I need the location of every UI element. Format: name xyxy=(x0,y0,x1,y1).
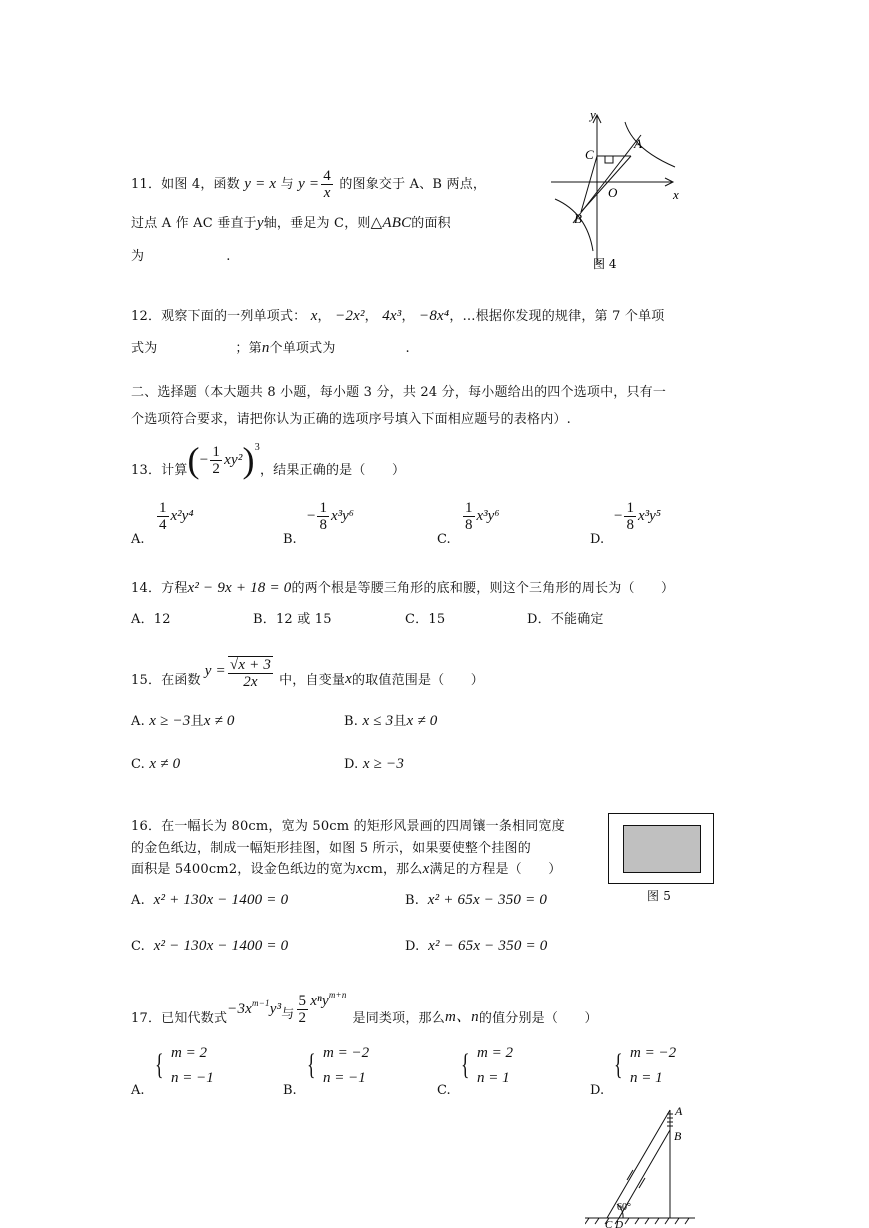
q12-term-1: x xyxy=(310,308,318,324)
q16-d-eq: x² − 65x − 350 = 0 xyxy=(428,938,548,954)
q11-frac-den: x xyxy=(323,185,331,201)
q11-y-axis: y xyxy=(256,215,264,231)
q17-with: 与 xyxy=(281,1007,295,1022)
q15-option-a[interactable] xyxy=(131,710,235,730)
q17-expr1-y: y³ xyxy=(269,1001,282,1017)
q13-d-tail: x³y⁵ xyxy=(637,508,661,524)
fig4-label-y: y xyxy=(590,107,596,122)
q15-fraction xyxy=(228,656,273,690)
q13-frac xyxy=(210,444,222,477)
q15-var: x xyxy=(345,671,352,687)
q17-expr1-base: −3x xyxy=(227,1001,253,1017)
q15-c-cond: x ≠ 0 xyxy=(149,756,181,772)
q16-c-label: C. xyxy=(131,939,146,954)
figure-5-frame xyxy=(608,813,714,884)
q14-option-d[interactable]: D．不能确定 xyxy=(527,612,604,627)
q13-prefix: 13．计算 xyxy=(131,463,188,478)
q17-b-m: m = −2 xyxy=(323,1045,370,1061)
q17-c-brace: { xyxy=(461,1048,470,1081)
bottom-fig-label-cd: C D xyxy=(605,1219,624,1228)
q11-period: . xyxy=(226,249,231,264)
bottom-fig-label-a: A xyxy=(675,1104,683,1118)
q12-term-2: −2x² xyxy=(335,308,365,324)
q16-line3 xyxy=(131,858,561,878)
q16-d-label: D. xyxy=(405,939,420,954)
q13-c-den: 8 xyxy=(465,517,473,533)
q15-a-label: A. xyxy=(131,714,145,729)
q17-options xyxy=(131,1043,691,1103)
q16-a-label: A. xyxy=(131,893,145,908)
q13-paren-right: ) xyxy=(242,440,255,480)
q15-b-cond2: x ≠ 0 xyxy=(406,713,438,729)
q12-line2 xyxy=(131,337,410,357)
q15-option-d[interactable] xyxy=(344,756,404,773)
q16-option-b[interactable] xyxy=(405,892,547,909)
q13-paren-left: ( xyxy=(187,440,200,480)
q11-line2a: 过点 A 作 AC 垂直于 xyxy=(131,216,257,231)
q12-line2c: 个单项式为 xyxy=(269,341,336,356)
q13-power: 3 xyxy=(254,442,260,453)
q16-c-eq: x² − 130x − 1400 = 0 xyxy=(153,938,289,954)
fig4-label-c: C xyxy=(585,147,594,162)
q16-line1: 16．在一幅长为 80cm，宽为 50cm 的矩形风景画的四周镶一条相同宽度 xyxy=(131,819,565,834)
q16-line3b: cm，那么 xyxy=(362,862,423,877)
q13-d-den: 8 xyxy=(626,517,634,533)
q12-line1: 12．观察下面的一列单项式： x， −2x²， 4x³， −8x⁴，…根据你发现的规律，第 7 个单项 xyxy=(131,308,665,324)
q11-line3 xyxy=(131,245,231,264)
q15-b-and: 且 xyxy=(393,714,407,729)
q13-option-d-label: D. xyxy=(590,532,605,547)
q17-b-n: n = −1 xyxy=(323,1070,366,1086)
q11-line1 xyxy=(131,168,486,201)
q15-option-c[interactable] xyxy=(131,756,180,773)
q12-n: n xyxy=(261,340,270,356)
q15-d-label: D. xyxy=(344,757,359,772)
q17-d-label: D. xyxy=(590,1083,605,1098)
q12-line2a: 式为 xyxy=(131,341,158,356)
q15-b-cond1: x ≤ 3 xyxy=(362,713,394,729)
q17-suffix: 是同类项，那么 xyxy=(352,1011,445,1026)
q17-c-n: n = 1 xyxy=(477,1070,510,1086)
q15-den: 2x xyxy=(243,674,258,690)
q17-expr2-exp: m+n xyxy=(328,990,347,1000)
q16-var-1: x xyxy=(356,861,363,877)
q13-option-c-label: C. xyxy=(437,532,451,547)
q17-a-m: m = 2 xyxy=(171,1045,207,1061)
q15-mid: 中，自变量 xyxy=(279,673,346,688)
q15-a-cond1: x ≥ −3 xyxy=(149,713,191,729)
q13-option-b-label: B. xyxy=(283,532,297,547)
q14-suffix: 的两个根是等腰三角形的底和腰，则这个三角形的周长为（ ） xyxy=(291,581,675,596)
q16-b-eq: x² + 65x − 350 = 0 xyxy=(427,892,548,908)
q17-a-label: A. xyxy=(131,1083,145,1098)
q17-option-d[interactable] xyxy=(590,1043,690,1103)
q17-d-n: n = 1 xyxy=(630,1070,663,1086)
q17-c-label: C. xyxy=(437,1083,451,1098)
q11-line2b: 轴，垂足为 C，则 xyxy=(263,216,371,231)
q11-text: 11．如图 4，函数 xyxy=(131,177,240,192)
q13-b-num: 1 xyxy=(319,500,327,516)
q13-b-sign: − xyxy=(307,508,316,524)
q11-text2: 的图象交于 A、B 两点， xyxy=(339,177,487,192)
section2-line2: 个选项符合要求，请把你认为正确的选项序号填入下面相应题号的表格内）. xyxy=(131,412,571,427)
bottom-fig-angle-label: 60° xyxy=(617,1202,631,1213)
q16-a-eq: x² + 130x − 1400 = 0 xyxy=(153,892,289,908)
fig4-caption: 图 4 xyxy=(593,257,617,271)
fig4-label-o: O xyxy=(608,185,618,200)
q17-expr2 xyxy=(310,990,346,1010)
q17-expr1 xyxy=(227,998,281,1018)
q15-c-label: C. xyxy=(131,757,146,772)
bottom-fig-label-b: B xyxy=(674,1129,682,1143)
section2-line1: 二、选择题（本大题共 8 小题，每小题 3 分，共 24 分，每小题给出的四个选项中，只有一 xyxy=(131,385,667,400)
q13-options xyxy=(131,500,691,550)
q15-option-b[interactable] xyxy=(344,710,437,730)
bottom-fig-ground-hatch xyxy=(585,1218,689,1224)
q13-frac-num: 1 xyxy=(212,443,221,460)
q15-b-label: B. xyxy=(344,714,359,729)
q13-b-den: 8 xyxy=(319,517,327,533)
q17-frac-den: 2 xyxy=(298,1010,307,1026)
q16-b-label: B. xyxy=(405,893,420,908)
q17-option-b[interactable] xyxy=(283,1043,403,1103)
q16-line3c: 满足的方程是（ ） xyxy=(429,862,562,877)
q17-a-n: n = −1 xyxy=(171,1070,214,1086)
q16-line3a: 面积是 5400cm2，设金色纸边的宽为 xyxy=(131,862,357,877)
q15-a-and: 且 xyxy=(190,714,204,729)
q12-line2b: ；第 xyxy=(235,341,262,356)
q17-b-label: B. xyxy=(283,1083,297,1098)
q17-a-brace: { xyxy=(155,1048,164,1081)
q16-option-a[interactable] xyxy=(131,892,288,909)
q11-eq1: y = x xyxy=(244,176,277,192)
q12-text2: …根据你发现的规律，第 7 个单项 xyxy=(462,309,665,324)
q12-period: . xyxy=(405,341,410,356)
q11-fraction xyxy=(321,168,333,201)
q16-var-2: x xyxy=(422,861,430,877)
fig4-hyperbola-q1 xyxy=(625,122,675,167)
figure-5-caption: 图 5 xyxy=(647,889,672,903)
q11-frac-num: 4 xyxy=(323,168,331,184)
q13-line xyxy=(131,430,405,480)
q16-option-c[interactable] xyxy=(131,938,288,955)
q15-prefix: 15．在函数 xyxy=(131,673,201,688)
q12-term-4: −8x⁴ xyxy=(419,308,450,324)
q11-triangle: △ABC xyxy=(370,215,412,231)
q12-term-3: 4x³ xyxy=(382,308,402,324)
q13-a-den: 4 xyxy=(159,517,167,533)
q17-suffix2: 的值分别是（ ） xyxy=(478,1011,598,1026)
figure-4 xyxy=(545,105,695,275)
q12-text1: 12．观察下面的一列单项式： xyxy=(131,309,307,324)
q11-eq2-lhs: y = xyxy=(298,176,320,192)
q17-vars: m、n xyxy=(444,1009,479,1025)
bottom-figure xyxy=(585,1100,705,1228)
bottom-fig-arrow-2 xyxy=(639,1178,645,1188)
q16-option-d[interactable] xyxy=(405,938,547,955)
q17-prefix: 17．已知代数式 xyxy=(131,1011,228,1026)
q17-d-m: m = −2 xyxy=(630,1045,677,1061)
q14-line xyxy=(131,577,674,597)
q13-expr-tail: xy² xyxy=(224,451,243,468)
q13-suffix: ，结果正确的是（ ） xyxy=(259,463,406,478)
q13-option-a-label: A. xyxy=(131,532,145,547)
q15-suffix: 的取值范围是（ ） xyxy=(351,673,484,688)
q17-option-a[interactable] xyxy=(131,1043,251,1103)
q17-b-brace: { xyxy=(307,1048,316,1081)
q11-line3-text: 为 xyxy=(131,249,145,264)
fig4-label-b: B xyxy=(574,211,582,226)
q17-c-m: m = 2 xyxy=(477,1045,513,1061)
q15-lhs: y = xyxy=(204,663,226,679)
q17-option-c[interactable] xyxy=(437,1043,557,1103)
q14-option-a[interactable]: A．12 xyxy=(131,612,171,627)
q14-option-b[interactable]: B．12 或 15 xyxy=(253,612,332,627)
q15-d-cond: x ≥ −3 xyxy=(362,756,405,772)
fig4-label-x: x xyxy=(673,187,679,202)
figure-5-picture xyxy=(623,825,701,873)
q15-a-cond2: x ≠ 0 xyxy=(203,713,235,729)
q13-a-num: 1 xyxy=(159,500,167,516)
q13-c-num: 1 xyxy=(465,500,473,516)
q14-equation: x² − 9x + 18 = 0 xyxy=(187,580,292,596)
q13-b-tail: x³y⁶ xyxy=(330,508,354,524)
q17-expr2-base: xⁿy xyxy=(310,993,329,1009)
q13-d-sign: − xyxy=(614,508,623,524)
q17-frac-num: 5 xyxy=(298,993,307,1009)
fig4-right-angle xyxy=(605,156,613,163)
q17-frac xyxy=(297,993,309,1026)
q17-line xyxy=(131,978,598,1028)
q15-num: √x + 3 xyxy=(229,657,272,673)
q13-frac-den: 2 xyxy=(212,460,221,477)
q13-a-tail: x²y⁴ xyxy=(170,508,194,524)
q17-d-brace: { xyxy=(614,1048,623,1081)
q14-option-c[interactable]: C．15 xyxy=(405,612,446,627)
q15-line xyxy=(131,640,484,690)
q13-d-num: 1 xyxy=(626,500,634,516)
q17-expr1-exp: m−1 xyxy=(252,998,270,1008)
q14-prefix: 14．方程 xyxy=(131,581,188,596)
q13-expression: ( − $\frac{1}{2}$ xy² ) 3 xyxy=(187,440,260,480)
q11-line2c: 的面积 xyxy=(411,216,451,231)
q16-line2: 的金色纸边，制成一幅矩形挂图，如图 5 所示，如果要使整个挂图的 xyxy=(131,841,531,856)
fig4-label-a: A xyxy=(634,136,642,151)
q13-c-tail: x³y⁶ xyxy=(476,508,500,524)
q11-with: 与 xyxy=(280,177,294,192)
q11-line2 xyxy=(131,212,451,232)
